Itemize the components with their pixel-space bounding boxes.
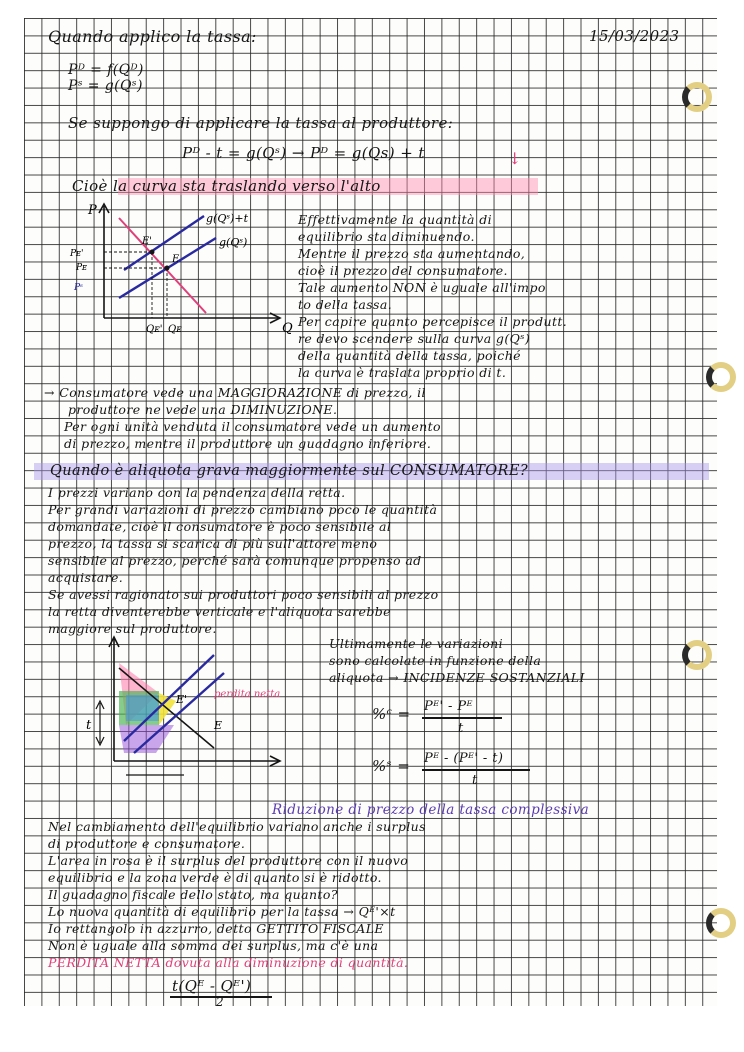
ps-label: Pˢ [74, 283, 84, 293]
supply-shift-graph [64, 198, 304, 338]
note-line: → Consumatore vede una MAGGIORAZIONE di prezzo, il [44, 385, 426, 400]
intro-line: Se suppongo di applicare la tassa al produttore: [68, 114, 454, 132]
supply-equation: Pˢ = g(Qˢ) [68, 78, 143, 94]
point-e-label: E [172, 254, 180, 265]
note-line: Effettivamente la quantità di [298, 212, 493, 227]
notebook-page [24, 18, 717, 1006]
binder-ring [706, 362, 736, 392]
body-line: PERDITA NETTA dovuta alla diminuzione di quantità. [48, 955, 409, 970]
graph1-notes [298, 211, 567, 381]
section2-heading: Quando è aliquota grava maggiormente sul CONSUMATORE? [50, 463, 529, 479]
producer-incidence-num: Pᴱ - (Pᴱ' - t) [424, 751, 504, 766]
shifted-curve-label: g(Qˢ)+t [206, 212, 248, 225]
fraction-bar [422, 769, 530, 771]
pe1-label: Pᴇ' [70, 249, 84, 259]
note-line: della quantità della tassa, poiché [298, 348, 521, 363]
section3-heading: Riduzione di prezzo della tassa complessiva [272, 802, 590, 818]
body-line: di produttore e consumatore. [48, 836, 246, 851]
fraction-bar [422, 717, 502, 719]
loss-label: perdita netta [214, 689, 281, 700]
section3-body [48, 818, 426, 971]
body-line: I prezzi variano con la pendenza della retta. [48, 485, 346, 500]
demand-equation: Pᴰ = f(Qᴰ) [68, 62, 144, 78]
page-date: 15/03/2023 [589, 27, 680, 45]
down-arrow-icon: ↓ [508, 149, 522, 168]
shift-sentence: Cioè la curva sta traslando verso l'alto [72, 177, 381, 195]
incidence-notes [329, 635, 585, 686]
note-line: Tale aumento NON è uguale all'impo [298, 280, 546, 295]
tax-formula: Pᴰ - t = g(Qˢ) → Pᴰ = g(Qs) + t [182, 144, 425, 162]
binder-ring [706, 908, 736, 938]
section2-body [48, 484, 439, 637]
deadweight-formula: t(Qᴱ - Qᴱ') [172, 977, 252, 995]
qe1-label: Qᴇ' [146, 324, 163, 335]
body-line: prezzo, la tassa si scarica di più sull'attore meno [48, 536, 378, 551]
note-line: sono calcolate in funzione della [329, 653, 542, 668]
consumer-incidence-den: t [458, 721, 464, 736]
note-line: aliquota → INCIDENZE SOSTANZIALI [329, 670, 585, 685]
note-line: Mentre il prezzo sta aumentando, [298, 246, 526, 261]
note-line: produttore ne vede una DIMINUZIONE. [68, 402, 338, 417]
note-line: Per ogni unità venduta il consumatore vede un aumento [64, 419, 441, 434]
body-line: sensibile al prezzo, perché sarà comunque propenso ad [48, 553, 422, 568]
body-line: domandate, cioè il consumatore è poco sensibile al [48, 519, 392, 534]
note-line: re devo scendere sulla curva g(Qˢ) [298, 331, 531, 346]
point-e-label: E [214, 719, 223, 732]
t-label: t [86, 718, 92, 733]
note-line: to della tassa. [298, 297, 393, 312]
pe-label: Pᴇ [76, 263, 88, 273]
note-line: Ultimamente le variazioni [329, 636, 504, 651]
point-e1-label: E' [176, 693, 188, 706]
note-line: cioè il prezzo del consumatore. [298, 263, 508, 278]
p-axis-label: P [88, 203, 97, 218]
note-line: equilibrio sta diminuendo. [298, 229, 475, 244]
note-line: la curva è traslata proprio di t. [298, 365, 507, 380]
page-title: Quando applico la tassa: [48, 27, 257, 46]
consumer-incidence-num: Pᴱ' - Pᴱ [424, 699, 473, 714]
binder-ring [682, 640, 712, 670]
deadweight-den: 2 [216, 995, 225, 1006]
body-line: maggiore sul produttore. [48, 621, 217, 636]
body-line: Io rettangolo in azzurro, detto GETTITO FISCALE [48, 921, 384, 936]
tax-incidence-graph [64, 633, 284, 783]
note-line: Per capire quanto percepisce il produtt. [298, 314, 568, 329]
body-line: Il guadagno fiscale dello stato, ma quanto? [48, 887, 338, 902]
producer-incidence-lhs: %ˢ = [372, 757, 411, 775]
body-line: Lo nuova quantità di equilibrio per la tassa → Qᴱ'×t [48, 904, 396, 919]
producer-incidence-den: t [472, 773, 478, 788]
body-line: la retta diventerebbe verticale e l'aliquota sarebbe [48, 604, 391, 619]
body-line: Nel cambiamento dell'equilibrio variano anche i surplus [48, 819, 426, 834]
body-line: L'area in rosa è il surplus del produttore con il nuovo [48, 853, 409, 868]
q-axis-label: Q [282, 321, 293, 336]
body-line: equilibrio e la zona verde è di quanto si è ridotto. [48, 870, 382, 885]
body-line: Per grandi variazioni di prezzo cambiano poco le quantità [48, 502, 438, 517]
binder-ring [682, 82, 712, 112]
consumer-incidence-lhs: %ᶜ = [372, 705, 411, 723]
supply-curve-label: g(Qˢ) [219, 236, 248, 249]
body-line: acquistare. [48, 570, 124, 585]
consumer-note [44, 384, 441, 452]
body-line: Non è uguale alla somma dei surplus, ma c'è una [48, 938, 379, 953]
note-line: di prezzo, mentre il produttore un guadagno inferiore. [64, 436, 432, 451]
body-line: Se avessi ragionato sui produttori poco sensibili al prezzo [48, 587, 439, 602]
qe-label: Qᴇ [168, 324, 182, 335]
point-e1-label: E' [142, 236, 153, 247]
